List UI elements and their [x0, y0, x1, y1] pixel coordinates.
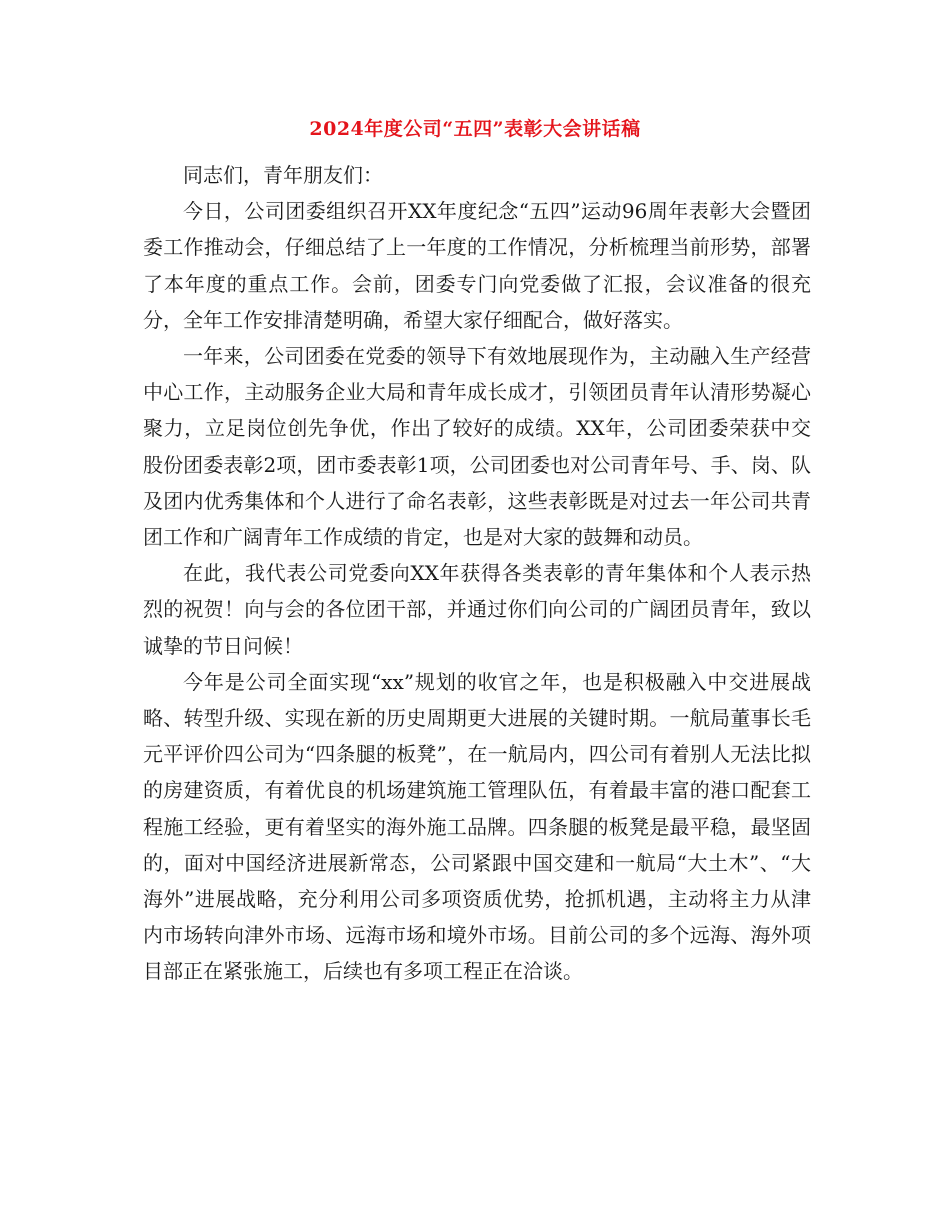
paragraph: 一年来，公司团委在党委的领导下有效地展现作为，主动融入生产经营中心工作，主动服务企业大局和青年成长成才，引领团员青年认清形势凝心聚力，立足岗位创先争优，作出了较好的成绩。XX年，公司团委荣获中交股份团委表彰2项，团市委表彰1项，公司团委也对公司青年号、手、岗、队及团内优秀集体和个人进行了命名表彰，这些表彰既是对过去一年公司共青团工作和广阔青年工作成绩的肯定，也是对大家的鼓舞和动员。 [143, 344, 811, 550]
paragraph-salutation: 同志们，青年朋友们： [183, 163, 383, 187]
paragraph: 今日，公司团委组织召开XX年度纪念“五四”运动96周年表彰大会暨团委工作推动会，仔细总结了上一年度的工作情况，分析梳理当前形势，部署了本年度的重点工作。会前，团委专门向党委做了汇报，会议准备的很充分，全年工作安排清楚明确，希望大家仔细配合，做好落实。 [143, 199, 811, 332]
document-title: 2024年度公司“五四”表彰大会讲话稿 [309, 118, 641, 140]
paragraph: 在此，我代表公司党委向XX年获得各类表彰的青年集体和个人表示热烈的祝贺！向与会的各位团干部，并通过你们向公司的广阔团员青年，致以诚挚的节日问候！ [143, 561, 811, 658]
document-body [143, 157, 811, 990]
paragraph: 今年是公司全面实现“xx”规划的收官之年，也是积极融入中交进展战略、转型升级、实现在新的历史周期更大进展的关键时期。一航局董事长毛元平评价四公司为“四条腿的板凳”，在一航局内，四公司有着别人无法比拟的房建资质，有着优良的机场建筑施工管理队伍，有着最丰富的港口配套工程施工经验，更有着坚实的海外施工品牌。四条腿的板凳是最平稳，最坚固的，面对中国经济进展新常态，公司紧跟中国交建和一航局“大土木”、“大海外”进展战略，充分利用公司多项资质优势，抢抓机遇，主动将主力从津内市场转向津外市场、远海市场和境外市场。目前公司的多个远海、海外项目部正在紧张施工，后续也有多项工程正在洽谈。 [143, 669, 811, 984]
